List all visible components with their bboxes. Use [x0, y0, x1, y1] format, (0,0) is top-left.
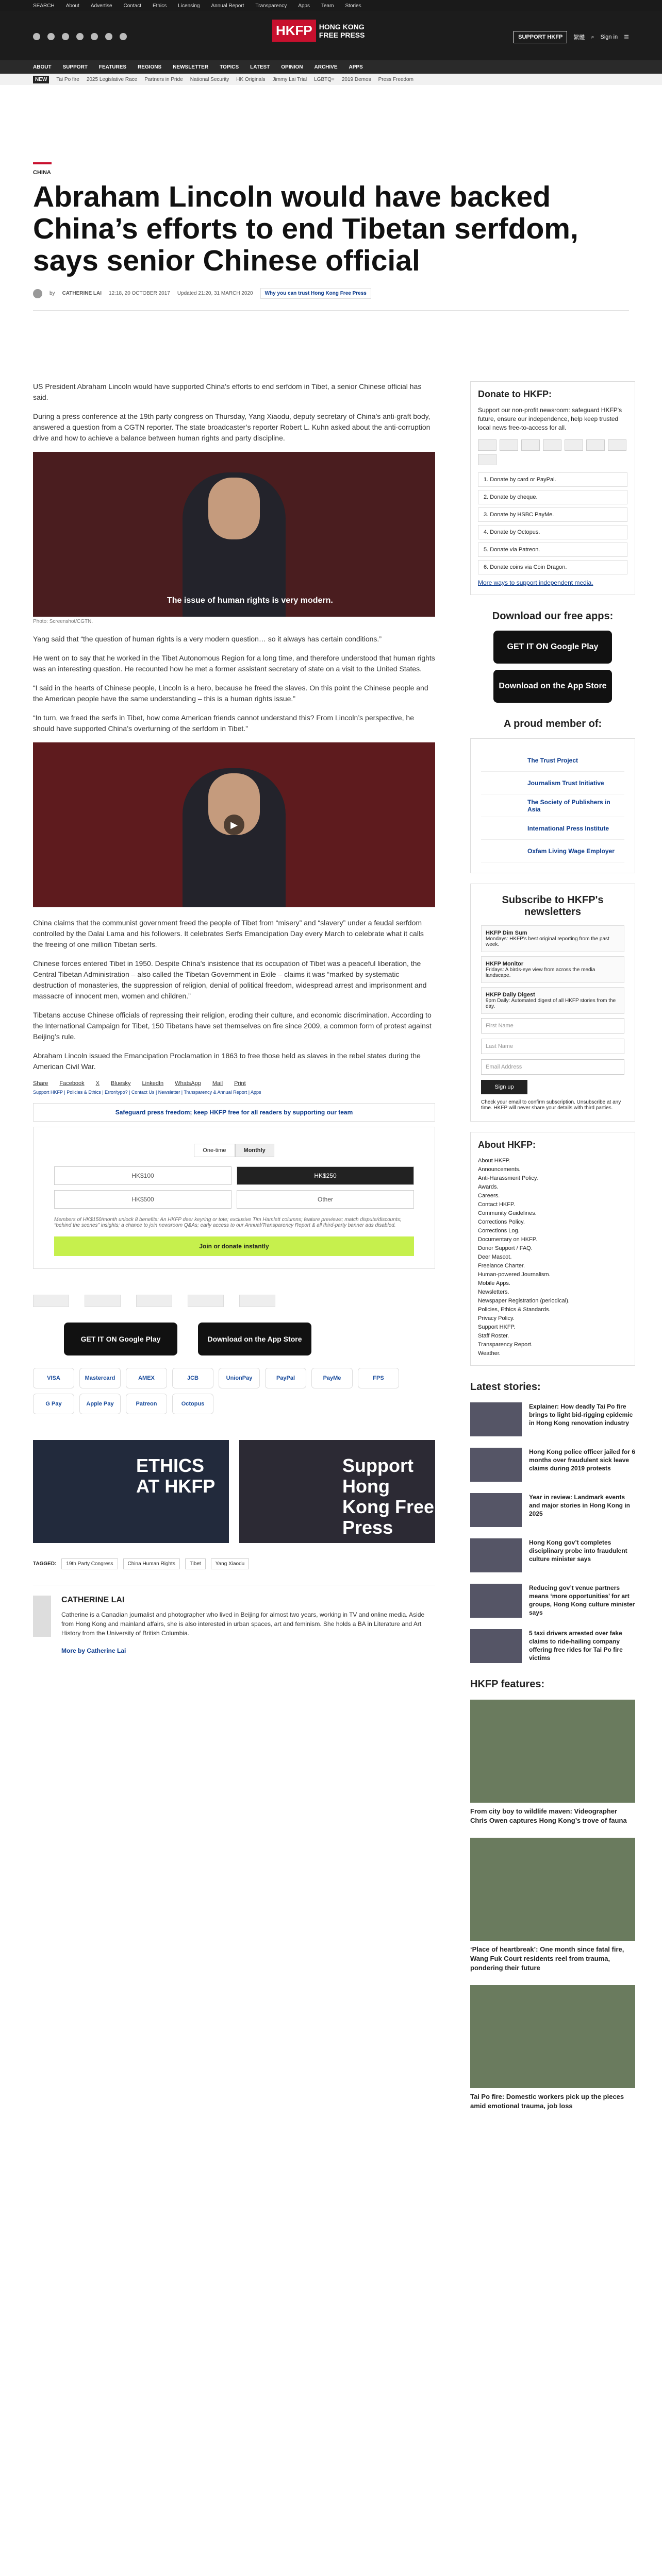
newsletter-option[interactable] — [481, 925, 624, 952]
newsletter-name: HKFP Monitor — [486, 961, 524, 967]
share-x[interactable]: X — [95, 1080, 100, 1087]
support-banner[interactable]: Support Hong Kong Free Press — [239, 1440, 435, 1543]
tag-chip[interactable]: Yang Xiaodu — [211, 1558, 250, 1569]
about-link[interactable]: Corrections Policy. — [478, 1219, 525, 1225]
article-body — [33, 381, 435, 1664]
topbar-annual-report[interactable]: Annual Report — [211, 3, 244, 9]
paypal-icon — [565, 439, 583, 451]
story-headline[interactable]: Explainer: How deadly Tai Po fire brings to light bid-rigging epidemic in Hong Kong renovation industry — [529, 1403, 633, 1427]
feature-image — [470, 1838, 635, 1941]
trend-9[interactable]: Press Freedom — [378, 76, 413, 82]
member-title: A proud member of: — [503, 718, 602, 730]
latest-stories — [470, 1381, 635, 1663]
tab-monthly[interactable]: Monthly — [235, 1144, 274, 1157]
facebook-icon[interactable] — [33, 33, 40, 40]
tab-one-time[interactable]: One-time — [194, 1144, 235, 1157]
member-logo[interactable]: Oxfam Living Wage Employer — [481, 840, 624, 862]
about-link[interactable]: Announcements. — [478, 1166, 521, 1173]
section-label[interactable]: CHINA — [33, 170, 51, 176]
latest-item[interactable] — [470, 1493, 635, 1527]
feature-headline[interactable]: From city boy to wildlife maven: Videographer Chris Owen captures Hong Kong’s trove of fauna — [470, 1807, 627, 1824]
sopa-logo[interactable] — [136, 1295, 172, 1307]
newsletter-desc: Fridays: A birds-eye view from across the media landscape. — [486, 967, 595, 978]
payment-logo: JCB — [172, 1368, 213, 1388]
apps-title: Download our free apps: — [492, 611, 614, 622]
play-icon[interactable]: ▶ — [224, 815, 244, 835]
about-link[interactable]: Deer Mascot. — [478, 1254, 512, 1260]
donate-title: Donate to HKFP: — [478, 389, 552, 399]
more-ways-link[interactable]: More ways to support independent media. — [478, 579, 593, 586]
feature-item[interactable] — [470, 1985, 635, 2111]
donation-widget — [33, 1127, 435, 1269]
trend-4[interactable]: National Security — [190, 76, 229, 82]
nav-regions[interactable]: REGIONS — [138, 64, 162, 70]
tags-row — [33, 1558, 435, 1569]
payment-logo: AMEX — [126, 1368, 167, 1388]
topbar-transparency[interactable]: Transparency — [255, 3, 287, 9]
about-link[interactable]: Support HKFP. — [478, 1324, 516, 1330]
author-avatar — [33, 289, 42, 298]
feature-item[interactable] — [470, 1838, 635, 1973]
byline-by: by — [49, 291, 55, 296]
nav-support[interactable]: SUPPORT — [62, 64, 88, 70]
trend-8[interactable]: 2019 Demos — [341, 76, 371, 82]
share-bluesky[interactable]: Bluesky — [111, 1080, 131, 1087]
story-thumbnail — [470, 1448, 522, 1482]
jti-logo[interactable] — [85, 1295, 121, 1307]
features-title: HKFP features: — [470, 1679, 545, 1690]
about-link[interactable]: Privacy Policy. — [478, 1315, 515, 1321]
youtube-icon[interactable] — [91, 33, 98, 40]
donate-option[interactable]: 3. Donate by HSBC PayMe. — [478, 507, 627, 522]
rss-icon[interactable] — [120, 33, 127, 40]
share-whatsapp[interactable]: WhatsApp — [175, 1080, 201, 1087]
donate-headline[interactable]: Safeguard press freedom; keep HKFP free for all readers by supporting our team — [33, 1103, 435, 1122]
mastercard-icon — [500, 439, 518, 451]
nav-features[interactable]: FEATURES — [98, 64, 127, 70]
paragraph: “In turn, we freed the serfs in Tibet, how come American friends cannot understand this? From Lincoln’s perspective, he should have supported China’s overturning of the serfdom in Tibet.” — [33, 714, 415, 733]
nav-archive[interactable]: ARCHIVE — [314, 64, 338, 70]
about-link[interactable]: Careers. — [478, 1193, 500, 1199]
newsletter-box — [470, 884, 635, 1122]
newsletter-note: Check your email to confirm subscription. Unsubscribe at any time. HKFP will never share your details with third parties. — [481, 1099, 621, 1111]
topbar-contact[interactable]: Contact — [123, 3, 141, 9]
trust-project-logo[interactable] — [33, 1295, 69, 1307]
author-box — [33, 1585, 435, 1664]
about-box — [470, 1132, 635, 1366]
video-player[interactable] — [33, 742, 435, 907]
nav-opinion[interactable]: OPINION — [281, 64, 303, 70]
feature-headline[interactable]: ‘Place of heartbreak’: One month since fatal fire, Wang Fuk Court residents reel from trauma, pondering their future — [470, 1945, 624, 1972]
membership-note: Members of HK$150/month unlock 8 benefits: An HKFP deer keyring or tote; exclusive Tim Hamlett columns; feature previews; match dispute/discounts; “behind the scenes” insights; a chance to join newsroom Q&As; early access to our Annual/Transparency Report & all third-party banner ads disabled. — [54, 1217, 402, 1228]
nav-newsletter[interactable]: NEWSLETTER — [173, 64, 209, 70]
visa-icon — [478, 439, 496, 451]
author-bio: Catherine is a Canadian journalist and photographer who lived in Beijing for almost two years, working in TV and online media. Aside from Hong Kong and mainland affairs, she is also interested in urban spaces, art and feminism. She holds a BA in Literature and Art History from the University of British Columbia. — [61, 1611, 425, 1637]
about-link[interactable]: Policies, Ethics & Standards. — [478, 1307, 551, 1313]
share-print[interactable]: Print — [234, 1080, 246, 1087]
jcb-icon — [543, 439, 561, 451]
section-accent — [33, 162, 52, 164]
linkedin-icon[interactable] — [105, 33, 112, 40]
trending-bar — [0, 74, 662, 85]
paragraph: China claims that the communist government freed the people of Tibet from “misery” and “slavery” under a feudal serfdom controlled by the Dalai Lama and his followers. It celebrates Serfs Emancipation Day every March to celebrate what it calls the freeing of one million Tibetan serfs. — [33, 919, 424, 948]
trend-7[interactable]: LGBTQ+ — [314, 76, 335, 82]
language-link[interactable]: 繁體 — [573, 35, 585, 41]
footer-links[interactable]: Support HKFP | Policies & Ethics | Error/typo? | Contact Us | Newsletter | Transparency & Annual Report | Apps — [33, 1090, 261, 1095]
about-link[interactable]: Human-powered Journalism. — [478, 1272, 551, 1278]
logo-line-2: FREE PRESS — [319, 30, 365, 39]
amount-option[interactable]: HK$500 — [54, 1190, 231, 1209]
logo-text — [319, 23, 365, 39]
story-headline[interactable]: Year in review: Landmark events and major stories in Hong Kong in 2025 — [529, 1494, 631, 1517]
header-actions — [514, 31, 629, 43]
topbar-team[interactable]: Team — [321, 3, 334, 9]
threads-icon[interactable] — [76, 33, 84, 40]
top-utility-bar — [0, 0, 662, 11]
member-logo[interactable]: Journalism Trust Initiative — [481, 772, 624, 794]
paragraph: US President Abraham Lincoln would have supported China’s efforts to end serfdom in Tibet, a senior Chinese official has said. — [33, 382, 422, 401]
newsletter-name: HKFP Dim Sum — [486, 930, 527, 936]
new-badge: NEW — [33, 76, 49, 83]
trend-3[interactable]: Partners in Pride — [144, 76, 183, 82]
story-thumbnail — [470, 1538, 522, 1572]
payme-icon — [478, 454, 496, 465]
payment-logo: G Pay — [33, 1394, 74, 1414]
member-logo[interactable]: The Trust Project — [481, 749, 624, 772]
donation-frequency-tabs — [44, 1144, 424, 1157]
donate-option[interactable]: 6. Donate coins via Coin Dragon. — [478, 560, 627, 574]
story-thumbnail — [470, 1629, 522, 1663]
about-link[interactable]: Transparency Report. — [478, 1342, 533, 1348]
paragraph: Abraham Lincoln issued the Emancipation Proclamation in 1863 to free those held as slaves in the rebel states during the American Civil War. — [33, 1052, 421, 1071]
donate-box — [470, 381, 635, 595]
about-link[interactable]: Contact HKFP. — [478, 1201, 515, 1208]
ipi-logo[interactable] — [188, 1295, 224, 1307]
story-thumbnail — [470, 1584, 522, 1618]
newsletter-title: Subscribe to HKFP's newsletters — [502, 894, 604, 918]
share-bar — [33, 1080, 435, 1087]
about-link[interactable]: Newsletters. — [478, 1289, 509, 1295]
app-download-buttons — [64, 1323, 435, 1355]
latest-item[interactable] — [470, 1538, 635, 1572]
payment-logo: Mastercard — [79, 1368, 121, 1388]
x-icon[interactable] — [47, 33, 55, 40]
topbar-licensing[interactable]: Licensing — [178, 3, 200, 9]
about-link[interactable]: Weather. — [478, 1350, 501, 1357]
photo-credit: Photo: Screenshot/CGTN. — [33, 619, 93, 624]
latest-item[interactable] — [470, 1629, 635, 1663]
support-hkfp-button[interactable]: SUPPORT HKFP — [514, 31, 567, 43]
amount-option[interactable]: HK$100 — [54, 1166, 231, 1185]
site-header — [0, 11, 662, 60]
topbar-ethics[interactable]: Ethics — [152, 3, 167, 9]
nav-latest[interactable]: LATEST — [250, 64, 270, 70]
photo-subtitle: The issue of human rights is very modern. — [167, 596, 333, 605]
donation-amounts — [44, 1166, 424, 1209]
latest-item[interactable] — [470, 1448, 635, 1482]
about-title: About HKFP: — [478, 1140, 536, 1150]
story-headline[interactable]: Hong Kong police officer jailed for 6 months over fraudulent sick leave claims during 2019 protests — [529, 1448, 636, 1472]
unionpay-icon — [586, 439, 605, 451]
tag-chip[interactable]: 19th Party Congress — [61, 1558, 118, 1569]
author-info — [61, 1596, 435, 1664]
last-name-field[interactable]: Last Name — [481, 1039, 624, 1054]
member-logos — [470, 738, 635, 873]
tag-chip[interactable]: China Human Rights — [123, 1558, 180, 1569]
donate-option[interactable]: 1. Donate by card or PayPal. — [478, 472, 627, 487]
about-link[interactable]: Freelance Charter. — [478, 1263, 525, 1269]
payment-logo: PayMe — [311, 1368, 353, 1388]
amount-option-other[interactable]: Other — [237, 1190, 414, 1209]
updated-date: Updated 21:20, 31 MARCH 2020 — [177, 291, 253, 296]
topbar-about[interactable]: About — [65, 3, 79, 9]
story-thumbnail — [470, 1493, 522, 1527]
member-logo[interactable]: The Society of Publishers in Asia — [481, 794, 624, 817]
author-photo — [33, 1596, 51, 1637]
donate-text: Support our non-profit newsroom: safeguard HKFP's future, ensure our independence, help keep trusted local news free-to-access for all. — [478, 406, 622, 431]
sidebar-app-store[interactable]: Download on the App Store — [493, 670, 612, 703]
trend-5[interactable]: HK Originals — [236, 76, 266, 82]
topbar-apps[interactable]: Apps — [298, 3, 310, 9]
feature-image — [470, 1985, 635, 2088]
newsletter-option[interactable] — [481, 956, 624, 983]
article-photo — [33, 452, 435, 617]
oxfam-logo[interactable] — [239, 1295, 275, 1307]
paragraph: He went on to say that he worked in the Tibet Autonomous Region for a long time, and therefore understood that human rights was an interesting question. He recounted how he met a former assistant secretary of state on a visit to the United States. — [33, 654, 435, 673]
email-field[interactable]: Email Address — [481, 1059, 624, 1075]
signup-button[interactable]: Sign up — [481, 1080, 527, 1094]
trust-link[interactable]: Why you can trust Hong Kong Free Press — [260, 288, 371, 299]
google-play-button[interactable]: GET IT ON Google Play — [64, 1323, 177, 1355]
nav-about[interactable]: ABOUT — [33, 64, 52, 70]
about-link[interactable]: Donor Support / FAQ. — [478, 1245, 533, 1251]
newsletter-name: HKFP Daily Digest — [486, 992, 535, 998]
paragraph: “I said in the hearts of Chinese people, Lincoln is a hero, because he freed the slaves. On this point the Chinese people and the American people have the same understanding – this is a human rights issue.” — [33, 684, 428, 703]
donate-option[interactable]: 4. Donate by Octopus. — [478, 525, 627, 539]
sidebar-google-play[interactable]: GET IT ON Google Play — [493, 631, 612, 664]
trend-6[interactable]: Jimmy Lai Trial — [272, 76, 307, 82]
story-thumbnail — [470, 1402, 522, 1436]
article-header — [0, 162, 662, 311]
topbar-stories[interactable]: Stories — [345, 3, 361, 9]
payment-logo: VISA — [33, 1368, 74, 1388]
ethics-banner[interactable]: ETHICS AT HKFP — [33, 1440, 229, 1543]
payment-logo: Patreon — [126, 1394, 167, 1414]
logo-line-1: HONG KONG — [319, 22, 365, 31]
nav-apps[interactable]: APPS — [349, 64, 363, 70]
newsletter-option[interactable] — [481, 987, 624, 1014]
signin-link[interactable]: Sign in — [600, 34, 618, 40]
search-icon[interactable]: ⌕ — [591, 33, 594, 40]
donate-option[interactable]: 5. Donate via Patreon. — [478, 543, 627, 557]
about-link[interactable]: Anti-Harassment Policy. — [478, 1175, 538, 1181]
first-name-field[interactable]: First Name — [481, 1018, 624, 1033]
payment-logo: PayPal — [265, 1368, 306, 1388]
social-icons — [33, 33, 127, 40]
about-link[interactable]: Newspaper Registration (periodical). — [478, 1298, 570, 1304]
promo-banners — [33, 1440, 435, 1543]
payment-logo: Octopus — [172, 1394, 213, 1414]
feature-headline[interactable]: Tai Po fire: Domestic workers pick up the pieces amid emotional trauma, job loss — [470, 2093, 624, 2110]
paragraph: Chinese forces entered Tibet in 1950. Despite China’s insistence that its occupation of Tibet was a peaceful liberation, the Central Tibetan Administration – also called the Tibetan Government in Exile – claims it was “marked by systematic destruction of monasteries, the suppression of religion, denial of political freedom, widespread arrest and imprisonment and massacre of innocent men, women and children.” — [33, 959, 427, 1000]
menu-icon[interactable]: ☰ — [624, 34, 629, 41]
donate-options — [478, 472, 627, 574]
payment-logo: FPS — [358, 1368, 399, 1388]
sidebar — [470, 381, 635, 2123]
amex-icon — [521, 439, 540, 451]
about-link[interactable]: About HKFP. — [478, 1158, 510, 1164]
about-link[interactable]: Awards. — [478, 1184, 499, 1190]
about-links — [478, 1157, 627, 1358]
latest-title: Latest stories: — [470, 1381, 541, 1393]
amount-option-selected[interactable]: HK$250 — [237, 1166, 414, 1185]
tag-chip[interactable]: Tibet — [185, 1558, 206, 1569]
topbar-advertise[interactable]: Advertise — [90, 3, 112, 9]
donate-option[interactable]: 2. Donate by cheque. — [478, 490, 627, 504]
feature-image — [470, 1700, 635, 1803]
story-headline[interactable]: 5 taxi drivers arrested over fake claims to ride-hailing company offering free rides for Tai Po fire victims — [529, 1630, 623, 1662]
author-box-name[interactable]: CATHERINE LAI — [61, 1596, 125, 1604]
fps-icon — [608, 439, 626, 451]
story-headline[interactable]: Hong Kong gov’t completes disciplinary probe into fraudulent culture minister says — [529, 1539, 627, 1563]
feature-item[interactable] — [470, 1700, 635, 1825]
story-headline[interactable]: Reducing gov’t venue partners means ‘more opportunities’ for art groups, Hong Kong culture minister says — [529, 1584, 635, 1616]
paragraph: Tibetans accuse Chinese officials of repressing their religion, eroding their culture, and economic discrimination. According to the International Campaign for Tibet, 150 Tibetans have set themselves on fire since 2009, a common form of protest against Beijing’s rule. — [33, 1011, 432, 1041]
newsletter-desc: 9pm Daily: Automated digest of all HKFP stories from the day. — [486, 998, 616, 1009]
latest-item[interactable] — [470, 1584, 635, 1618]
site-logo[interactable] — [272, 20, 365, 42]
publish-date: 12:18, 20 OCTOBER 2017 — [109, 291, 170, 296]
trend-1[interactable]: Tai Po fire — [56, 76, 79, 82]
share-linkedin[interactable]: LinkedIn — [142, 1080, 164, 1087]
share-mail[interactable]: Mail — [212, 1080, 223, 1087]
more-by-author-link[interactable]: More by Catherine Lai — [61, 1647, 126, 1654]
byline — [33, 288, 629, 299]
partner-logos — [33, 1295, 435, 1307]
about-link[interactable]: Documentary on HKFP. — [478, 1236, 537, 1243]
paragraph: During a press conference at the 19th party congress on Thursday, Yang Xiaodu, deputy secretary of China’s anti-graft body, answered a question from a CGTN reporter. The state broadcaster’s reporter Robert L. Kuhn asked about the anti-corruption drive and how to achieve a balance between human rights and party discipline. — [33, 412, 431, 442]
about-link[interactable]: Mobile Apps. — [478, 1280, 510, 1286]
share-label[interactable]: Share — [33, 1080, 48, 1087]
paragraph: Yang said that “the question of human rights is a very modern question… so it always has certain conditions.” — [33, 635, 382, 643]
tags-label: TAGGED: — [33, 1561, 57, 1567]
about-link[interactable]: Corrections Log. — [478, 1228, 520, 1234]
app-store-button[interactable]: Download on the App Store — [198, 1323, 311, 1355]
payment-methods — [33, 1368, 435, 1414]
payment-logo: UnionPay — [219, 1368, 260, 1388]
latest-item[interactable] — [470, 1402, 635, 1436]
about-link[interactable]: Staff Roster. — [478, 1333, 509, 1339]
join-donate-button[interactable]: Join or donate instantly — [54, 1236, 414, 1256]
logo-mark: HKFP — [272, 20, 316, 42]
payment-logo: Apple Pay — [79, 1394, 121, 1414]
article-title: Abraham Lincoln would have backed China’s efforts to end Tibetan serfdom, says senior Chinese official — [33, 180, 578, 277]
trend-2[interactable]: 2025 Legislative Race — [86, 76, 138, 82]
member-logo[interactable]: International Press Institute — [481, 817, 624, 840]
hkfp-features — [470, 1679, 635, 2111]
nav-topics[interactable]: TOPICS — [220, 64, 239, 70]
search-link[interactable]: SEARCH — [33, 3, 55, 9]
speaker-face — [208, 478, 260, 539]
newsletter-desc: Mondays: HKFP's best original reporting from the past week. — [486, 936, 609, 947]
card-logos — [478, 439, 627, 465]
share-facebook[interactable]: Facebook — [59, 1080, 85, 1087]
instagram-icon[interactable] — [62, 33, 69, 40]
author-name[interactable]: CATHERINE LAI — [62, 291, 102, 296]
main-nav — [0, 60, 662, 74]
about-link[interactable]: Community Guidelines. — [478, 1210, 537, 1216]
divider — [33, 310, 629, 311]
